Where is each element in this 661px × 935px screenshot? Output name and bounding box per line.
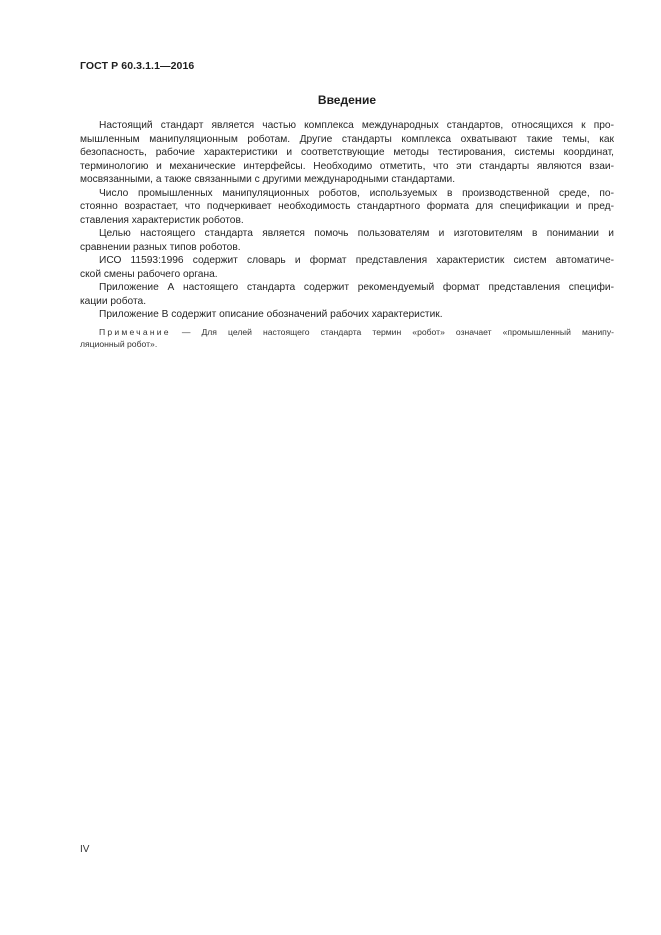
note-label: Примечание bbox=[99, 326, 171, 337]
text-line: Целью настоящего стандарта является помочь пользователям и изготовителям в понимании и bbox=[99, 228, 614, 239]
text-line: сравнении разных типов роботов. bbox=[80, 241, 241, 253]
document-code: ГОСТ Р 60.3.1.1—2016 bbox=[80, 60, 195, 72]
text-line: мосвязанными, а также связанными с другими международными стандартами. bbox=[80, 174, 456, 185]
text-line: безопасность, рабочие характеристики и соответствующие методы тестирования, системы координат, bbox=[80, 147, 614, 158]
paragraph-robot-count bbox=[80, 187, 614, 228]
note bbox=[80, 326, 614, 350]
text-line: Число промышленных манипуляционных роботов, используемых в производственной среде, по- bbox=[99, 187, 614, 199]
text-line: терминологию и механические интерфейсы. Необходимо отметить, что эти стандарты являются взаи- bbox=[80, 160, 614, 172]
paragraph-intro bbox=[80, 119, 614, 187]
text-line: мышленным манипуляционным роботам. Другие стандарты комплекса охватывают такие темы, как bbox=[80, 133, 614, 145]
page-number: IV bbox=[80, 844, 90, 855]
paragraph-annex-b bbox=[80, 308, 614, 322]
text-line: кации робота. bbox=[80, 295, 147, 307]
note-line: ляционный робот». bbox=[80, 338, 158, 349]
text-line: Настоящий стандарт является частью комплекса международных стандартов, относящихся к про- bbox=[99, 120, 614, 131]
text-line: ставления характеристик роботов. bbox=[80, 214, 244, 226]
note-text: — Для целей настоящего стандарта термин «робот» означает «промышленный манипу- bbox=[170, 326, 614, 337]
text-line: ской смены рабочего органа. bbox=[80, 268, 218, 280]
document-body bbox=[80, 119, 614, 350]
text-line: ИСО 11593:1996 содержит словарь и формат представления характеристик систем автоматиче- bbox=[99, 255, 614, 266]
paragraph-iso-reference bbox=[80, 254, 614, 281]
paragraph-annex-a bbox=[80, 281, 614, 308]
text-line: Приложение А настоящего стандарта содержит рекомендуемый формат представления специфи- bbox=[99, 282, 614, 293]
section-title: Введение bbox=[317, 93, 377, 107]
paragraph-purpose bbox=[80, 227, 614, 254]
note-line bbox=[80, 326, 614, 338]
text-line: стоянно возрастает, что подчеркивает необходимость стандартного формата для спецификации и пред- bbox=[80, 201, 614, 212]
text-line: Приложение В содержит описание обозначений рабочих характеристик. bbox=[99, 309, 443, 320]
